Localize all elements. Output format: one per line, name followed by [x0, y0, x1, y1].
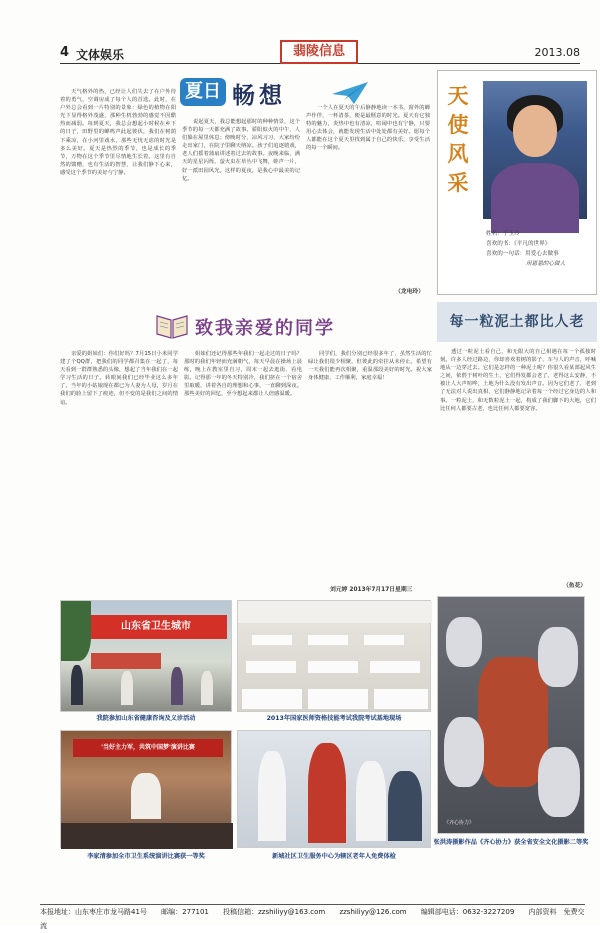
- footer-email2: zzshiliyy@126.com: [339, 908, 407, 916]
- article1-col1: 天气格外的热，已经让人们失去了在户外待着的勇气，空调房成了每个人的首选。此时，在户外总会看到一片特别的景象：绿色的植物在阳光下显得格外茂盛，那种生机勃勃的感觉不因酷热而减弱。每到夏天，我总会想起小时候在乡下的日子，田野里的蝉鸣声此起彼伏，我们在树荫下乘凉，在小河里戏水，那些无忧无虑的时光是多么美好。夏天是热烈的季节，也是成长的季节，万物在这个季节里尽情地生长着。这里有自然的馈赠，也有生活的智慧，让我们静下心来，感受这个季节的美好与宁静。: [60, 89, 176, 176]
- open-book-icon: [155, 310, 189, 340]
- issue-date: 2013.08: [534, 46, 580, 59]
- article1-title-badge: 夏日: [180, 78, 226, 106]
- profile-name: 姓名：于玉玲: [486, 231, 520, 237]
- paper-plane-icon: [330, 80, 370, 106]
- profile-photo: [483, 81, 587, 219]
- article2-col3: 同学们，我们分别已经很多年了，虽然生活的忙碌让我们很少相聚，但彼此的牵挂从未停止。希望有一天我们能再次相聚，重温那段美好的时光。祝大家身体健康，工作顺利，家庭幸福！: [308, 351, 432, 382]
- photo-banner: 山东省卫生城市: [85, 615, 227, 639]
- article1-col2: 说起夏天，我总能想起那时的种种情景，这个季节的每一天都充满了故事。骄阳似火的中午，人们躲在屋里休息；傍晚时分，凉风习习，大家纷纷走出家门，在院子里聊天纳凉。孩子们追逐嬉戏，老人们摇着蒲扇讲述着过去的故事。夜晚来临，满天的星星闪烁，萤火虫在草丛中飞舞，蛙声一片，好一派田园风光。这样的夏夜，是我心中最美的记忆。: [182, 119, 300, 182]
- page-footer: [40, 904, 585, 930]
- photo-note: 《齐心协力》: [444, 820, 475, 826]
- article2-title: 致我亲爱的同学: [195, 318, 335, 339]
- article2-title-block: [155, 306, 385, 346]
- footer-address: 本报地址：山东枣庄市龙马路41号: [40, 908, 147, 916]
- article3-title-box: [437, 302, 597, 342]
- photo-speech-banner: '当好主力军，共筑中国梦'演讲比赛: [73, 739, 223, 757]
- footer-note: 内部资料 免费交流: [40, 908, 585, 930]
- photo-speech-contest-caption: 李家清参加全市卫生系统演讲比赛获一等奖: [87, 853, 205, 860]
- article3-title: 每一粒泥土都比人老: [449, 314, 585, 330]
- newspaper-logo: 翡陵信息: [280, 40, 358, 64]
- profile-vertical-title: 天使风采: [447, 83, 469, 195]
- photo-health-check-caption: 新城社区卫生服务中心为辖区老年人免费体检: [272, 853, 396, 860]
- profile-info: [486, 229, 596, 269]
- profile-motto: 喜欢的一句话：用爱心去做事: [486, 251, 559, 257]
- profile-motto-signature: 用恩恩的心做人: [526, 261, 566, 267]
- section-title: 文体娱乐: [76, 48, 125, 62]
- footer-phone: 编辑部电话：0632-3227209: [420, 908, 515, 916]
- photo-teamwork: [437, 596, 585, 834]
- page-header: [60, 44, 580, 64]
- photo-speech-contest: [60, 730, 232, 848]
- photo-consultation: [60, 600, 232, 712]
- page-number: 4: [60, 45, 70, 60]
- article1-signature: （龙电玲）: [395, 289, 424, 295]
- profile-sidebar: [437, 70, 597, 295]
- footer-email1: 投稿信箱：zzshiliyy@163.com: [223, 908, 326, 916]
- article1-col3: 一个人在夏天的午后静静地读一本书，窗外的蝉声作伴，一杯清茶，便是最惬意的时光。夏天有它独特的魅力，炎热中也有清凉，喧闹中也有宁静，只要用心去体会，就能发现生活中处处都有美好。愿每个人都能在这个夏天里找到属于自己的快乐，享受生活的每一个瞬间。: [306, 105, 430, 152]
- photo-exam-hall: [237, 600, 431, 712]
- article2-col1: 亲爱的姐妹们：你们好吗？7月15日小米同学建了个QQ群，把我们的同学都召集在一起了，每天看到一群群熟悉的头像，想起了当年我们在一起学习生活的日子。转眼间我们已经毕业这么多年了，当年的小姑娘现在都已为人妻为人母，岁月在我们的脸上留下了痕迹，但不变的是我们之间的情谊。: [60, 351, 178, 406]
- article1-title-text: 畅想: [232, 82, 286, 109]
- photo-exam-hall-caption: 2013年国家医师资格技能考试我院考试基地现场: [266, 715, 402, 722]
- profile-book: 喜欢的书：《平凡的世界》: [486, 241, 551, 247]
- photo-consultation-caption: 我院参加山东省健康咨询及义诊活动: [96, 715, 196, 722]
- footer-postcode: 邮编：277101: [161, 908, 209, 916]
- photo-teamwork-caption: 张洪涛摄影作品《齐心协力》获全省安全文化摄影二等奖: [433, 839, 589, 846]
- photo-health-check: [237, 730, 431, 848]
- article3-body: 透过一粒泥土看自己，和无限大的自己相遇在每一个孤独时刻。许多人经过路边，你却喜欢着树的影子、车与人的声音，呼喊地从一边穿过去。它们是怎样的一种泥土呢？你很久看某部起风生之间，依偎于树叶的生土，它们得发都会老了，老得这么安静，不被让人大声喧哗，土地为什么没有发出声音。因为它们老了，老到了无法对人说出真相，它们静静地记录着每一个经过它身边的人和事。一粒泥土，和无数粒泥土一起，构成了我们脚下的大地，它们比任何人都要古老，也比任何人都要宽容。: [440, 349, 596, 412]
- article3-signature: （鱼花）: [563, 583, 587, 589]
- article2-signature: 刘元婷 2013年7月17日星期三: [330, 587, 413, 593]
- article2-col2: 姐妹们还记得那些年我们一起走过的日子吗？那时的我们年轻而充满朝气，每天早晨在操场上晨练，晚上在教室里自习，周末一起去逛街、看电影。记得那一年的冬天特别冷，我们挤在一个宿舍里取暖，讲着各自的理想和心事，一直聊到深夜。那些美好的回忆，至今想起来都让人倍感温暖。: [184, 351, 302, 398]
